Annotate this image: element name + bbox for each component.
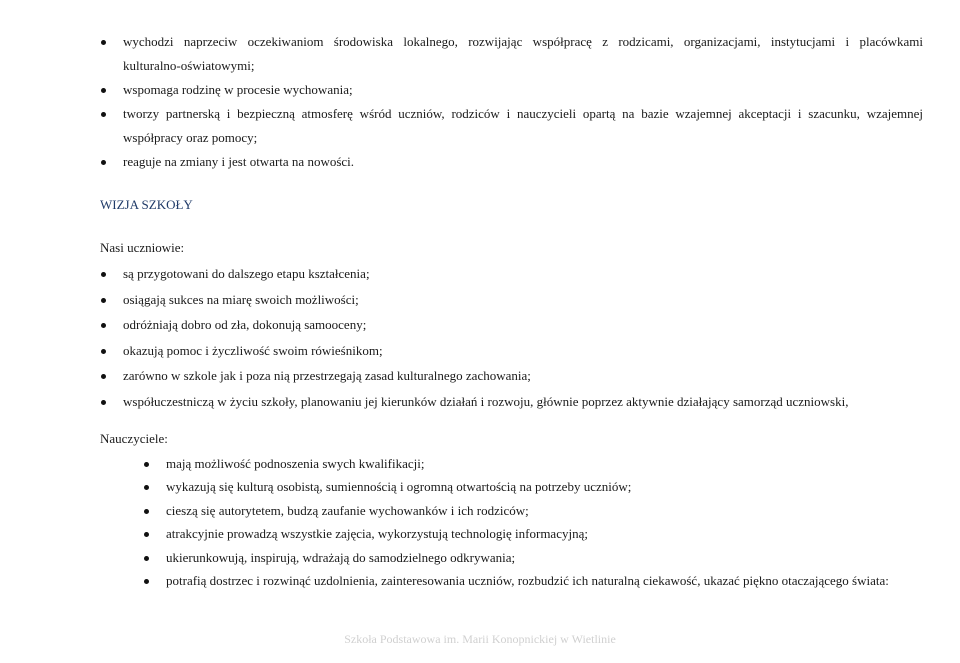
bullet-icon: [101, 40, 106, 45]
students-list: [123, 262, 848, 416]
bullet-icon: [144, 579, 149, 584]
list-item: zarówno w szkole jak i poza nią przestrzegają zasad kulturalnego zachowania;: [123, 364, 848, 390]
bullet-icon: [101, 349, 106, 354]
bullet-icon: [101, 88, 106, 93]
list-item: wychodzi naprzeciw oczekiwaniom środowiska lokalnego, rozwijając współpracę z rodzicami, organizacjami, instytucjami i placówkami: [123, 30, 923, 54]
list-item: okazują pomoc i życzliwość swoim rówieśnikom;: [123, 339, 848, 365]
list-item: są przygotowani do dalszego etapu kształcenia;: [123, 262, 848, 288]
list-item: osiągają sukces na miarę swoich możliwości;: [123, 288, 848, 314]
list-item: tworzy partnerską i bezpieczną atmosferę wśród uczniów, rodziców i nauczycieli opartą na bazie wzajemnej akceptacji i szacunku, wzajemnej współpracy oraz pomocy;: [123, 102, 923, 150]
list-item: ukierunkowują, inspirują, wdrażają do samodzielnego odkrywania;: [166, 546, 889, 569]
school-role-list: [123, 30, 923, 174]
list-item: potrafią dostrzec i rozwinąć uzdolnienia, zainteresowania uczniów, rozbudzić ich naturalną ciekawość, ukazać piękno otaczającego świata:: [166, 569, 889, 592]
bullet-icon: [101, 298, 106, 303]
page-footer: Szkoła Podstawowa im. Marii Konopnickiej w Wietlinie: [344, 632, 616, 646]
bullet-icon: [101, 400, 106, 405]
bullet-icon: [144, 532, 149, 537]
bullet-icon: [101, 323, 106, 328]
list-item: cieszą się autorytetem, budzą zaufanie wychowanków i ich rodziców;: [166, 499, 889, 522]
students-label: Nasi uczniowie:: [100, 240, 185, 255]
list-item: reaguje na zmiany i jest otwarta na nowości.: [123, 150, 923, 174]
bullet-icon: [101, 112, 106, 117]
list-item: atrakcyjnie prowadzą wszystkie zajęcia, wykorzystują technologię informacyjną;: [166, 522, 889, 545]
bullet-icon: [144, 556, 149, 561]
list-item: wykazują się kulturą osobistą, sumiennością i ogromną otwartością na potrzeby uczniów;: [166, 475, 889, 498]
list-item: odróżniają dobro od zła, dokonują samooceny;: [123, 313, 848, 339]
teachers-label: Nauczyciele:: [100, 431, 168, 446]
bullet-icon: [101, 374, 106, 379]
bullet-icon: [144, 509, 149, 514]
list-item-continuation: kulturalno-oświatowymi;: [123, 58, 255, 73]
bullet-icon: [144, 462, 149, 467]
list-item: współuczestniczą w życiu szkoły, planowaniu jej kierunków działań i rozwoju, głównie poprzez aktywnie działający samorząd uczniowski,: [123, 390, 848, 416]
list-item: wspomaga rodzinę w procesie wychowania;: [123, 78, 923, 102]
vision-heading: WIZJA SZKOŁY: [100, 197, 193, 212]
bullet-icon: [144, 485, 149, 490]
teachers-list: [166, 452, 889, 592]
bullet-icon: [101, 272, 106, 277]
list-item: mają możliwość podnoszenia swych kwalifikacji;: [166, 452, 889, 475]
bullet-icon: [101, 160, 106, 165]
